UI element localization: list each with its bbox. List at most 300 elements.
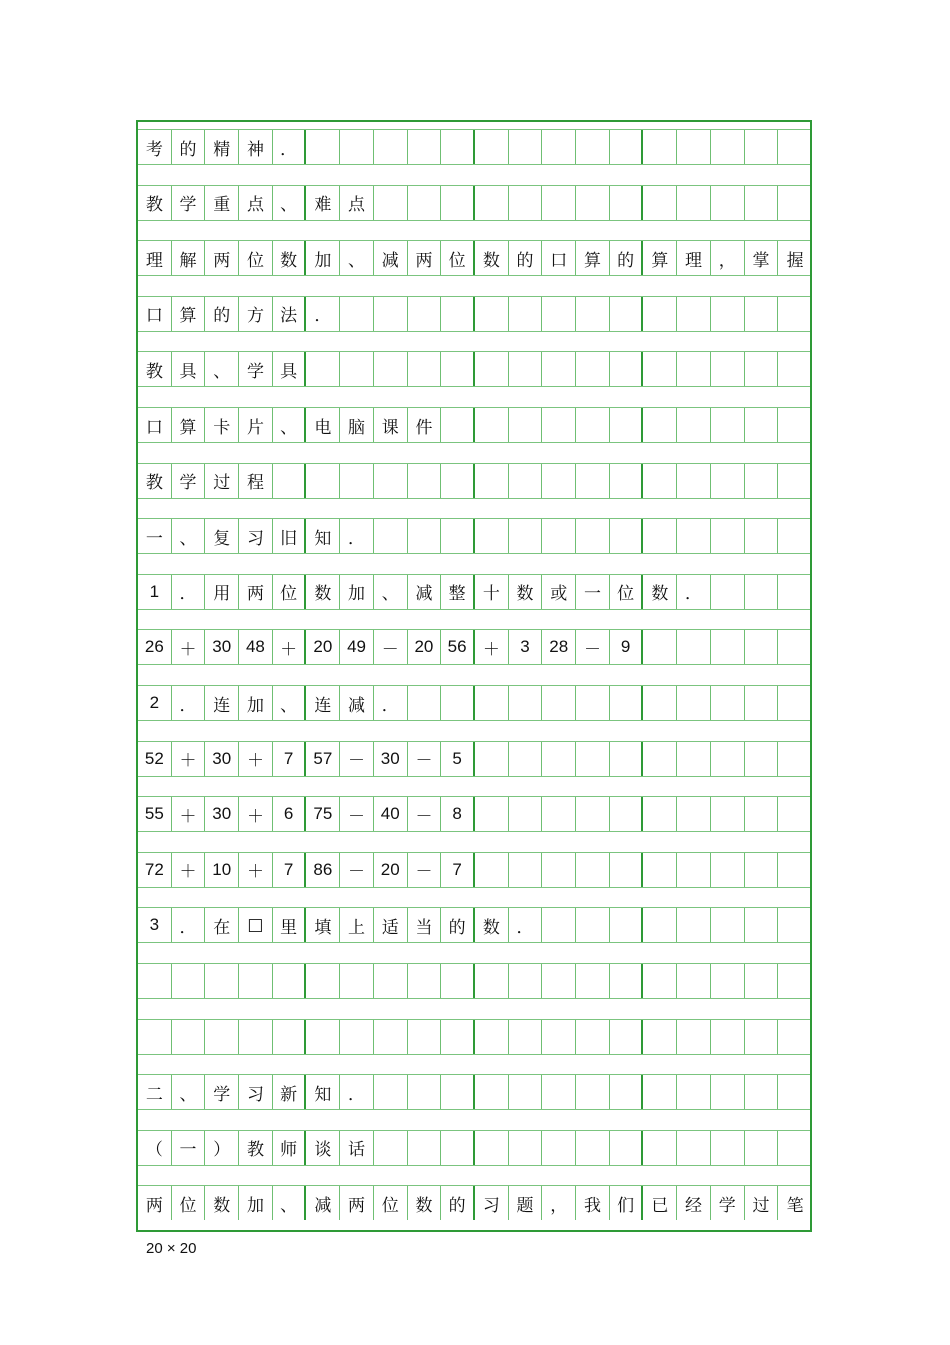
grid-cell bbox=[509, 1131, 543, 1165]
grid-cell bbox=[711, 1186, 745, 1220]
cell-text: 7 bbox=[283, 859, 294, 879]
grid-cell bbox=[711, 964, 745, 998]
grid-cell bbox=[374, 853, 408, 887]
grid-cell bbox=[172, 186, 206, 220]
grid-cell bbox=[239, 742, 273, 776]
grid-cell bbox=[307, 1075, 341, 1109]
cell-text: 考 bbox=[145, 139, 163, 160]
cell-text: － bbox=[415, 751, 433, 772]
cell-text: － bbox=[348, 751, 366, 772]
grid-cell bbox=[745, 797, 779, 831]
grid-cell bbox=[340, 964, 374, 998]
cell-text: 教 bbox=[145, 473, 163, 494]
grid-cell bbox=[677, 241, 711, 275]
grid-cell bbox=[340, 630, 374, 664]
grid-cell bbox=[711, 297, 745, 331]
grid-cell bbox=[576, 352, 610, 386]
grid-cell bbox=[644, 408, 678, 442]
grid-cell bbox=[576, 797, 610, 831]
grid-cell bbox=[307, 575, 341, 609]
grid-row bbox=[138, 630, 810, 664]
grid-cell bbox=[509, 519, 543, 553]
grid-cell bbox=[408, 575, 442, 609]
grid-cell bbox=[576, 186, 610, 220]
grid-cell bbox=[307, 408, 341, 442]
grid-cell bbox=[374, 1020, 408, 1054]
grid-row bbox=[138, 908, 810, 942]
grid-cell bbox=[408, 241, 442, 275]
cell-text: 旧 bbox=[280, 528, 298, 549]
grid-cell bbox=[239, 519, 273, 553]
cell-text: 笔 bbox=[786, 1195, 804, 1216]
grid-cell bbox=[239, 186, 273, 220]
cell-text: 当 bbox=[415, 917, 433, 938]
grid-cell bbox=[408, 408, 442, 442]
grid-cell bbox=[778, 464, 812, 498]
cell-text: 算 bbox=[651, 250, 669, 271]
cell-text: 减 bbox=[381, 250, 399, 271]
cell-text: 两 bbox=[213, 250, 231, 271]
grid-cell bbox=[610, 519, 644, 553]
grid-row bbox=[138, 742, 810, 776]
grid-cell bbox=[745, 1186, 779, 1220]
grid-cell bbox=[475, 853, 509, 887]
grid-cell bbox=[542, 1020, 576, 1054]
grid-cell bbox=[576, 408, 610, 442]
grid-cell bbox=[273, 241, 307, 275]
grid-cell bbox=[745, 742, 779, 776]
grid-cell bbox=[340, 1075, 374, 1109]
grid-cell bbox=[509, 797, 543, 831]
cell-text: 具 bbox=[179, 361, 197, 382]
grid-cell bbox=[273, 742, 307, 776]
grid-cell bbox=[408, 1186, 442, 1220]
grid-cell bbox=[138, 853, 172, 887]
grid-cell bbox=[542, 297, 576, 331]
gap-band bbox=[138, 942, 810, 964]
grid-cell bbox=[677, 297, 711, 331]
grid-cell bbox=[745, 186, 779, 220]
grid-cell bbox=[408, 1075, 442, 1109]
grid-cell bbox=[441, 186, 475, 220]
cell-text: 神 bbox=[246, 139, 264, 160]
cell-text: 已 bbox=[651, 1195, 669, 1216]
cell-text: 点 bbox=[246, 195, 264, 216]
cell-text: 57 bbox=[313, 748, 333, 768]
grid-cell bbox=[610, 908, 644, 942]
grid-cell bbox=[205, 130, 239, 164]
grid-cell bbox=[172, 464, 206, 498]
grid-cell bbox=[509, 297, 543, 331]
grid-cell bbox=[273, 908, 307, 942]
grid-cell bbox=[239, 1075, 273, 1109]
cell-text: 的 bbox=[213, 306, 231, 327]
cell-text: 的 bbox=[448, 917, 466, 938]
cell-text: 6 bbox=[283, 804, 294, 824]
cell-text: 减 bbox=[314, 1195, 332, 1216]
grid-cell bbox=[138, 241, 172, 275]
cell-text: 2 bbox=[149, 693, 160, 712]
grid-cell bbox=[644, 797, 678, 831]
grid-cell bbox=[239, 797, 273, 831]
grid-cell bbox=[138, 297, 172, 331]
grid-cell bbox=[273, 1075, 307, 1109]
cell-text: ＋ bbox=[246, 751, 264, 772]
grid-cell bbox=[273, 186, 307, 220]
grid-cell bbox=[239, 1186, 273, 1220]
gap-band bbox=[138, 275, 810, 297]
cell-text: 30 bbox=[212, 748, 232, 768]
grid-cell bbox=[711, 519, 745, 553]
grid-cell bbox=[778, 130, 812, 164]
cell-text: 7 bbox=[452, 859, 462, 879]
cell-text: 一 bbox=[145, 528, 163, 549]
grid-cell bbox=[239, 630, 273, 664]
cell-text: 、 bbox=[280, 695, 298, 716]
gap-band bbox=[138, 609, 810, 631]
grid-cell bbox=[610, 297, 644, 331]
cell-text: 两 bbox=[145, 1195, 163, 1216]
grid-cell bbox=[475, 1131, 509, 1165]
grid-cell bbox=[239, 408, 273, 442]
grid-cell bbox=[239, 1020, 273, 1054]
cell-text: 连 bbox=[213, 695, 231, 716]
grid-cell bbox=[273, 964, 307, 998]
grid-cell bbox=[205, 519, 239, 553]
grid-paper bbox=[136, 120, 812, 1232]
grid-row bbox=[138, 1186, 810, 1220]
grid-cell bbox=[778, 575, 812, 609]
grid-cell bbox=[408, 519, 442, 553]
cell-text: ＋ bbox=[280, 639, 298, 660]
grid-cell bbox=[542, 742, 576, 776]
grid-cell bbox=[475, 686, 509, 720]
grid-cell bbox=[509, 630, 543, 664]
cell-text: ， bbox=[718, 250, 736, 271]
grid-cell bbox=[172, 575, 206, 609]
grid-cell bbox=[172, 686, 206, 720]
grid-cell bbox=[172, 1186, 206, 1220]
grid-row bbox=[138, 686, 810, 720]
grid-cell bbox=[745, 964, 779, 998]
grid-cell bbox=[542, 797, 576, 831]
cell-text: 或 bbox=[550, 584, 568, 605]
cell-text: ＋ bbox=[179, 806, 197, 827]
grid-cell bbox=[644, 908, 678, 942]
grid-cell bbox=[711, 1075, 745, 1109]
grid-cell bbox=[441, 1075, 475, 1109]
grid-cell bbox=[576, 130, 610, 164]
grid-cell bbox=[610, 130, 644, 164]
cell-text: 教 bbox=[246, 1140, 264, 1161]
grid-cell bbox=[542, 1131, 576, 1165]
cell-text: 3 bbox=[520, 637, 530, 657]
grid-cell bbox=[205, 742, 239, 776]
grid-cell bbox=[239, 908, 273, 942]
cell-text: 20 bbox=[414, 637, 434, 657]
grid-cell bbox=[239, 297, 273, 331]
grid-cell bbox=[138, 186, 172, 220]
grid-cell bbox=[205, 297, 239, 331]
cell-text: ． bbox=[179, 917, 197, 938]
grid-cell bbox=[475, 130, 509, 164]
cell-text: ＋ bbox=[482, 639, 500, 660]
grid-cell bbox=[172, 853, 206, 887]
grid-cell bbox=[542, 464, 576, 498]
grid-cell bbox=[138, 908, 172, 942]
grid-cell bbox=[340, 464, 374, 498]
cell-text: 的 bbox=[448, 1195, 466, 1216]
grid-cell bbox=[677, 742, 711, 776]
grid-cell bbox=[307, 742, 341, 776]
grid-cell bbox=[408, 130, 442, 164]
cell-text: 掌 bbox=[752, 250, 770, 271]
grid-cell bbox=[576, 519, 610, 553]
cell-text: 经 bbox=[685, 1195, 703, 1216]
grid-cell bbox=[778, 853, 812, 887]
cell-text: 过 bbox=[752, 1195, 770, 1216]
cell-text: － bbox=[348, 806, 366, 827]
grid-cell bbox=[441, 1131, 475, 1165]
cell-text: 习 bbox=[246, 1084, 264, 1105]
grid-cell bbox=[138, 130, 172, 164]
grid-cell bbox=[509, 1020, 543, 1054]
grid-cell bbox=[307, 686, 341, 720]
grid-cell bbox=[273, 686, 307, 720]
cell-text: ． bbox=[280, 139, 298, 160]
grid-cell bbox=[273, 352, 307, 386]
cell-text: ＋ bbox=[179, 862, 197, 883]
cell-text: 数 bbox=[651, 584, 669, 605]
grid-cell bbox=[610, 352, 644, 386]
grid-cell bbox=[273, 575, 307, 609]
cell-text: 我 bbox=[583, 1195, 601, 1216]
grid-cell bbox=[205, 686, 239, 720]
cell-text: 教 bbox=[145, 361, 163, 382]
grid-cell bbox=[340, 1020, 374, 1054]
grid-cell bbox=[205, 797, 239, 831]
grid-cell bbox=[778, 908, 812, 942]
grid-cell bbox=[576, 575, 610, 609]
cell-text: 30 bbox=[212, 637, 232, 657]
cell-text: 56 bbox=[447, 637, 467, 657]
cell-text: 10 bbox=[212, 859, 232, 879]
grid-cell bbox=[509, 352, 543, 386]
grid-cell bbox=[576, 1131, 610, 1165]
grid-cell bbox=[138, 1020, 172, 1054]
grid-cell bbox=[576, 908, 610, 942]
cell-text: 1 bbox=[149, 581, 160, 601]
grid-cell bbox=[307, 908, 341, 942]
grid-cell bbox=[172, 297, 206, 331]
grid-cell bbox=[677, 352, 711, 386]
cell-text: ＋ bbox=[246, 806, 264, 827]
grid-cell bbox=[576, 853, 610, 887]
grid-cell bbox=[307, 1020, 341, 1054]
grid-cell bbox=[778, 241, 812, 275]
grid-cell bbox=[644, 630, 678, 664]
cell-text: 握 bbox=[786, 250, 804, 271]
cell-text: 加 bbox=[348, 584, 366, 605]
grid-cell bbox=[172, 1020, 206, 1054]
grid-cell bbox=[441, 130, 475, 164]
cell-text: ． bbox=[179, 695, 197, 716]
grid-cell bbox=[475, 186, 509, 220]
cell-text: 的 bbox=[516, 250, 534, 271]
grid-cell bbox=[644, 130, 678, 164]
grid-cell bbox=[340, 575, 374, 609]
grid-row bbox=[138, 352, 810, 386]
grid-cell bbox=[441, 1186, 475, 1220]
grid-cell bbox=[307, 241, 341, 275]
grid-cell bbox=[576, 241, 610, 275]
grid-cell bbox=[509, 742, 543, 776]
cell-text: 解 bbox=[179, 250, 197, 271]
grid-cell bbox=[475, 408, 509, 442]
cell-text: 位 bbox=[246, 250, 264, 271]
grid-cell bbox=[205, 630, 239, 664]
grid-cell bbox=[205, 908, 239, 942]
grid-cell bbox=[542, 130, 576, 164]
grid-cell bbox=[340, 297, 374, 331]
grid-cell bbox=[542, 908, 576, 942]
grid-cell bbox=[273, 408, 307, 442]
grid-cell bbox=[408, 297, 442, 331]
grid-cell bbox=[509, 575, 543, 609]
grid-cell bbox=[172, 630, 206, 664]
grid-cell bbox=[205, 1020, 239, 1054]
cell-text: 30 bbox=[212, 804, 232, 824]
gap-band bbox=[138, 720, 810, 742]
grid-cell bbox=[610, 186, 644, 220]
grid-cell bbox=[778, 1075, 812, 1109]
cell-text: 方 bbox=[246, 306, 264, 327]
gap-band bbox=[138, 553, 810, 575]
grid-row bbox=[138, 853, 810, 887]
gap-band bbox=[138, 776, 810, 798]
grid-cell bbox=[711, 908, 745, 942]
grid-cell bbox=[205, 1186, 239, 1220]
grid-cell bbox=[644, 1131, 678, 1165]
cell-text: 知 bbox=[314, 528, 332, 549]
cell-text: 填 bbox=[314, 917, 332, 938]
cell-text: 加 bbox=[246, 1195, 264, 1216]
cell-text: 过 bbox=[213, 473, 231, 494]
cell-text: 减 bbox=[348, 695, 366, 716]
cell-text: 一 bbox=[583, 584, 601, 605]
grid-cell bbox=[745, 1020, 779, 1054]
cell-text: 位 bbox=[448, 250, 466, 271]
grid-cell bbox=[542, 686, 576, 720]
grid-cell bbox=[239, 853, 273, 887]
grid-cell bbox=[677, 1131, 711, 1165]
grid-cell bbox=[711, 241, 745, 275]
grid-row bbox=[138, 408, 810, 442]
grid-cell bbox=[677, 964, 711, 998]
grid-cell bbox=[374, 408, 408, 442]
grid-cell bbox=[205, 1131, 239, 1165]
grid-cell bbox=[273, 464, 307, 498]
grid-cell bbox=[408, 352, 442, 386]
grid-cell bbox=[778, 964, 812, 998]
grid-row bbox=[138, 519, 810, 553]
grid-cell bbox=[441, 464, 475, 498]
grid-cell bbox=[172, 908, 206, 942]
grid-cell bbox=[273, 130, 307, 164]
cell-text: 算 bbox=[179, 306, 197, 327]
grid-cell bbox=[340, 1186, 374, 1220]
grid-cell bbox=[138, 519, 172, 553]
grid-cell bbox=[542, 1075, 576, 1109]
grid-cell bbox=[509, 964, 543, 998]
grid-cell bbox=[644, 1020, 678, 1054]
grid-cell bbox=[610, 1186, 644, 1220]
grid-cell bbox=[205, 186, 239, 220]
grid-cell bbox=[745, 241, 779, 275]
gap-band bbox=[138, 220, 810, 242]
cell-text: 学 bbox=[718, 1195, 736, 1216]
cell-text: 新 bbox=[280, 1084, 298, 1105]
cell-text: － bbox=[583, 639, 601, 660]
cell-text: 知 bbox=[314, 1084, 332, 1105]
grid-cell bbox=[273, 797, 307, 831]
cell-text: 数 bbox=[280, 250, 298, 271]
grid-cell bbox=[374, 797, 408, 831]
cell-text: 位 bbox=[280, 584, 298, 605]
cell-text: 里 bbox=[280, 917, 298, 938]
grid-cell bbox=[778, 1131, 812, 1165]
cell-text: 们 bbox=[617, 1195, 635, 1216]
grid-cell bbox=[711, 186, 745, 220]
grid-cell bbox=[441, 686, 475, 720]
cell-text: 上 bbox=[348, 917, 366, 938]
grid-cell bbox=[576, 742, 610, 776]
grid-cell bbox=[542, 964, 576, 998]
cell-text: 数 bbox=[314, 584, 332, 605]
grid-cell bbox=[307, 797, 341, 831]
grid-cell bbox=[408, 630, 442, 664]
grid-cell bbox=[138, 964, 172, 998]
grid-cell bbox=[374, 1186, 408, 1220]
grid-size-label: 20 × 20 bbox=[146, 1240, 197, 1257]
cell-text: 两 bbox=[415, 250, 433, 271]
grid-cell bbox=[172, 964, 206, 998]
cell-text: 52 bbox=[144, 748, 164, 768]
grid-cell bbox=[745, 519, 779, 553]
grid-cell bbox=[711, 686, 745, 720]
grid-cell bbox=[239, 575, 273, 609]
cell-text: 数 bbox=[482, 250, 500, 271]
grid-cell bbox=[273, 1020, 307, 1054]
grid-cell bbox=[542, 853, 576, 887]
cell-text: 9 bbox=[620, 637, 631, 657]
grid-cell bbox=[273, 1131, 307, 1165]
cell-text: 教 bbox=[145, 195, 163, 216]
grid-cell bbox=[509, 1075, 543, 1109]
gap-band bbox=[138, 831, 810, 853]
cell-text: 学 bbox=[179, 473, 197, 494]
cell-text: 、 bbox=[381, 584, 399, 605]
grid-cell bbox=[172, 797, 206, 831]
gap-band bbox=[138, 498, 810, 520]
cell-text: ． bbox=[348, 528, 366, 549]
cell-text: 谈 bbox=[314, 1140, 332, 1161]
cell-text: 脑 bbox=[348, 417, 366, 438]
grid-cell bbox=[745, 464, 779, 498]
grid-cell bbox=[610, 630, 644, 664]
grid-cell bbox=[509, 1186, 543, 1220]
grid-cell bbox=[475, 630, 509, 664]
